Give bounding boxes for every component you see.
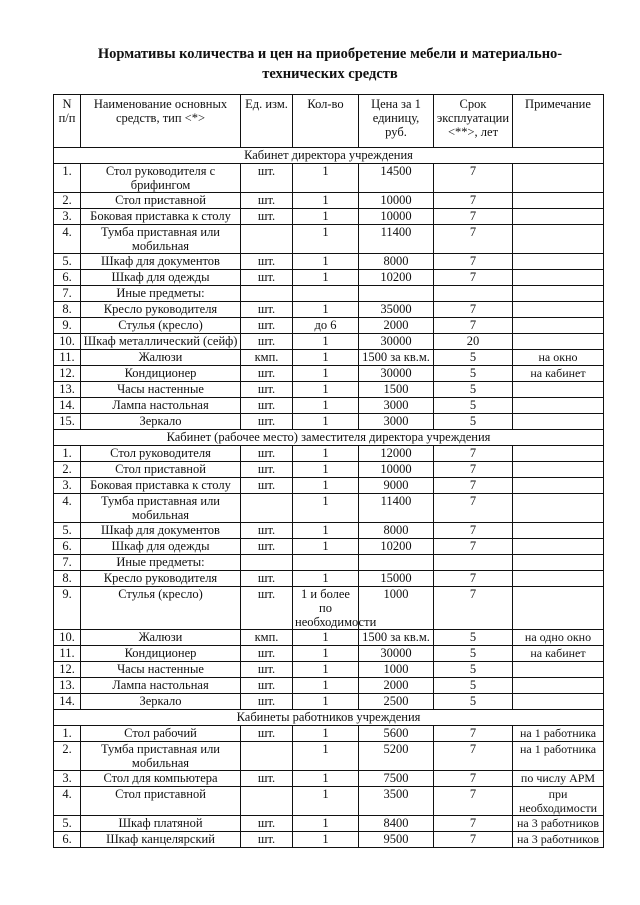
row-name: Шкаф платяной bbox=[81, 816, 241, 832]
row-price: 9500 bbox=[359, 832, 434, 848]
row-name: Зеркало bbox=[81, 694, 241, 710]
row-unit: шт. bbox=[241, 398, 293, 414]
row-price: 5200 bbox=[359, 742, 434, 771]
row-unit: шт. bbox=[241, 694, 293, 710]
row-unit: шт. bbox=[241, 334, 293, 350]
table-row bbox=[54, 787, 604, 816]
row-unit: шт. bbox=[241, 771, 293, 787]
table-row bbox=[54, 678, 604, 694]
row-name: Шкаф для документов bbox=[81, 523, 241, 539]
row-note: на 1 работника bbox=[513, 726, 604, 742]
row-unit: кмп. bbox=[241, 350, 293, 366]
table-row bbox=[54, 742, 604, 771]
row-quantity: до 6 bbox=[293, 318, 359, 334]
row-unit: шт. bbox=[241, 816, 293, 832]
row-note: при необходимости bbox=[513, 787, 604, 816]
row-number: 12. bbox=[54, 366, 81, 382]
row-quantity: 1 bbox=[293, 571, 359, 587]
row-quantity: 1 bbox=[293, 523, 359, 539]
row-quantity: 1 bbox=[293, 742, 359, 771]
row-note bbox=[513, 678, 604, 694]
row-quantity: 1 bbox=[293, 678, 359, 694]
row-name: Стулья (кресло) bbox=[81, 318, 241, 334]
row-quantity: 1 bbox=[293, 225, 359, 254]
row-number: 11. bbox=[54, 350, 81, 366]
row-name: Шкаф для одежды bbox=[81, 270, 241, 286]
row-unit: шт. bbox=[241, 662, 293, 678]
row-number: 6. bbox=[54, 539, 81, 555]
row-quantity: 1 bbox=[293, 816, 359, 832]
row-number: 15. bbox=[54, 414, 81, 430]
row-service-life: 20 bbox=[434, 334, 513, 350]
table-row bbox=[54, 302, 604, 318]
header-number: N п/п bbox=[54, 95, 81, 148]
row-note bbox=[513, 478, 604, 494]
row-quantity: 1 bbox=[293, 462, 359, 478]
row-quantity: 1 bbox=[293, 630, 359, 646]
row-unit bbox=[241, 286, 293, 302]
row-service-life: 7 bbox=[434, 193, 513, 209]
row-unit: шт. bbox=[241, 646, 293, 662]
row-name: Стол приставной bbox=[81, 462, 241, 478]
row-price bbox=[359, 286, 434, 302]
row-note bbox=[513, 571, 604, 587]
row-note bbox=[513, 694, 604, 710]
row-unit: шт. bbox=[241, 164, 293, 193]
row-unit: шт. bbox=[241, 523, 293, 539]
row-quantity: 1 bbox=[293, 254, 359, 270]
row-number: 7. bbox=[54, 286, 81, 302]
row-service-life: 7 bbox=[434, 209, 513, 225]
table-row bbox=[54, 446, 604, 462]
row-note bbox=[513, 209, 604, 225]
row-name: Кондиционер bbox=[81, 646, 241, 662]
table-header-row bbox=[54, 95, 604, 148]
row-unit: шт. bbox=[241, 270, 293, 286]
row-note bbox=[513, 270, 604, 286]
row-price: 1500 bbox=[359, 382, 434, 398]
row-note bbox=[513, 286, 604, 302]
row-note: на 3 работников bbox=[513, 816, 604, 832]
row-note bbox=[513, 164, 604, 193]
row-unit: шт. bbox=[241, 539, 293, 555]
table-row bbox=[54, 225, 604, 254]
row-name: Кресло руководителя bbox=[81, 302, 241, 318]
row-price: 10000 bbox=[359, 209, 434, 225]
row-service-life: 7 bbox=[434, 164, 513, 193]
row-note: по числу АРМ bbox=[513, 771, 604, 787]
row-service-life: 5 bbox=[434, 678, 513, 694]
row-service-life: 5 bbox=[434, 382, 513, 398]
row-quantity: 1 bbox=[293, 446, 359, 462]
row-number: 12. bbox=[54, 662, 81, 678]
table-row bbox=[54, 832, 604, 848]
row-name: Зеркало bbox=[81, 414, 241, 430]
header-quantity: Кол-во bbox=[293, 95, 359, 148]
row-name: Иные предметы: bbox=[81, 286, 241, 302]
table-row bbox=[54, 646, 604, 662]
row-price: 10200 bbox=[359, 539, 434, 555]
row-service-life: 5 bbox=[434, 414, 513, 430]
row-number: 1. bbox=[54, 164, 81, 193]
table-row bbox=[54, 334, 604, 350]
row-unit: шт. bbox=[241, 478, 293, 494]
row-service-life: 7 bbox=[434, 726, 513, 742]
row-name: Шкаф канцелярский bbox=[81, 832, 241, 848]
row-number: 2. bbox=[54, 193, 81, 209]
row-service-life: 7 bbox=[434, 523, 513, 539]
row-unit: кмп. bbox=[241, 630, 293, 646]
row-number: 6. bbox=[54, 270, 81, 286]
row-number: 5. bbox=[54, 816, 81, 832]
table-row bbox=[54, 555, 604, 571]
row-number: 8. bbox=[54, 571, 81, 587]
section-title: Кабинет директора учреждения bbox=[54, 148, 604, 164]
row-note bbox=[513, 662, 604, 678]
row-price: 12000 bbox=[359, 446, 434, 462]
row-service-life: 7 bbox=[434, 318, 513, 334]
row-quantity: 1 bbox=[293, 694, 359, 710]
row-service-life: 7 bbox=[434, 742, 513, 771]
row-price: 1000 bbox=[359, 587, 434, 630]
row-service-life: 5 bbox=[434, 646, 513, 662]
row-number: 3. bbox=[54, 771, 81, 787]
table-row bbox=[54, 270, 604, 286]
row-name: Кондиционер bbox=[81, 366, 241, 382]
row-note bbox=[513, 318, 604, 334]
row-price: 30000 bbox=[359, 334, 434, 350]
row-quantity: 1 bbox=[293, 193, 359, 209]
table-row bbox=[54, 254, 604, 270]
row-unit bbox=[241, 494, 293, 523]
row-service-life: 7 bbox=[434, 771, 513, 787]
row-unit bbox=[241, 555, 293, 571]
row-quantity: 1 bbox=[293, 334, 359, 350]
row-number: 2. bbox=[54, 742, 81, 771]
row-note bbox=[513, 225, 604, 254]
row-quantity: 1 bbox=[293, 382, 359, 398]
row-name: Стол для компьютера bbox=[81, 771, 241, 787]
row-name: Жалюзи bbox=[81, 350, 241, 366]
row-price: 9000 bbox=[359, 478, 434, 494]
row-number: 1. bbox=[54, 726, 81, 742]
row-note bbox=[513, 334, 604, 350]
row-unit: шт. bbox=[241, 209, 293, 225]
row-note: на 1 работника bbox=[513, 742, 604, 771]
row-name: Часы настенные bbox=[81, 382, 241, 398]
table-row bbox=[54, 318, 604, 334]
row-note: на окно bbox=[513, 350, 604, 366]
row-note bbox=[513, 523, 604, 539]
row-quantity: 1 bbox=[293, 164, 359, 193]
row-number: 11. bbox=[54, 646, 81, 662]
row-note bbox=[513, 382, 604, 398]
row-unit: шт. bbox=[241, 366, 293, 382]
row-name: Лампа настольная bbox=[81, 398, 241, 414]
row-price: 1500 за кв.м. bbox=[359, 350, 434, 366]
row-service-life: 7 bbox=[434, 462, 513, 478]
row-unit: шт. bbox=[241, 462, 293, 478]
row-service-life: 5 bbox=[434, 662, 513, 678]
row-unit bbox=[241, 787, 293, 816]
row-unit: шт. bbox=[241, 726, 293, 742]
table-row bbox=[54, 587, 604, 630]
row-price: 11400 bbox=[359, 494, 434, 523]
document-title: Нормативы количества и цен на приобретение мебели и материально-технических средств bbox=[97, 46, 563, 82]
row-note bbox=[513, 539, 604, 555]
row-quantity: 1 bbox=[293, 662, 359, 678]
row-number: 6. bbox=[54, 832, 81, 848]
row-service-life: 7 bbox=[434, 787, 513, 816]
row-price: 8400 bbox=[359, 816, 434, 832]
row-service-life: 5 bbox=[434, 350, 513, 366]
row-number: 3. bbox=[54, 478, 81, 494]
row-service-life: 5 bbox=[434, 366, 513, 382]
row-service-life: 7 bbox=[434, 478, 513, 494]
table-body bbox=[54, 148, 604, 848]
row-price: 10000 bbox=[359, 462, 434, 478]
row-name: Стол рабочий bbox=[81, 726, 241, 742]
header-name: Наименование основных средств, тип <*> bbox=[81, 95, 241, 148]
header-service-life: Срок эксплуатации <**>, лет bbox=[434, 95, 513, 148]
row-quantity: 1 и более по необходимости bbox=[293, 587, 359, 630]
row-note: на кабинет bbox=[513, 646, 604, 662]
row-price: 3500 bbox=[359, 787, 434, 816]
section-title: Кабинет (рабочее место) заместителя директора учреждения bbox=[54, 430, 604, 446]
row-name: Стол руководителя bbox=[81, 446, 241, 462]
row-note bbox=[513, 254, 604, 270]
row-name: Шкаф металлический (сейф) bbox=[81, 334, 241, 350]
table-row bbox=[54, 816, 604, 832]
row-price: 35000 bbox=[359, 302, 434, 318]
row-unit: шт. bbox=[241, 587, 293, 630]
row-quantity: 1 bbox=[293, 832, 359, 848]
row-name: Боковая приставка к столу bbox=[81, 209, 241, 225]
section-header-row bbox=[54, 430, 604, 446]
row-price: 11400 bbox=[359, 225, 434, 254]
row-unit: шт. bbox=[241, 446, 293, 462]
row-number: 3. bbox=[54, 209, 81, 225]
row-unit: шт. bbox=[241, 678, 293, 694]
table-row bbox=[54, 694, 604, 710]
row-unit bbox=[241, 225, 293, 254]
row-price: 10000 bbox=[359, 193, 434, 209]
row-number: 5. bbox=[54, 254, 81, 270]
row-price bbox=[359, 555, 434, 571]
row-price: 2500 bbox=[359, 694, 434, 710]
row-number: 2. bbox=[54, 462, 81, 478]
row-unit: шт. bbox=[241, 193, 293, 209]
row-unit: шт. bbox=[241, 414, 293, 430]
row-price: 3000 bbox=[359, 398, 434, 414]
row-unit: шт. bbox=[241, 254, 293, 270]
row-number: 10. bbox=[54, 630, 81, 646]
row-unit: шт. bbox=[241, 571, 293, 587]
row-note bbox=[513, 446, 604, 462]
row-unit: шт. bbox=[241, 382, 293, 398]
row-service-life: 5 bbox=[434, 398, 513, 414]
row-quantity: 1 bbox=[293, 302, 359, 318]
row-number: 4. bbox=[54, 787, 81, 816]
table-row bbox=[54, 414, 604, 430]
row-note: на 3 работников bbox=[513, 832, 604, 848]
row-price: 1500 за кв.м. bbox=[359, 630, 434, 646]
table-row bbox=[54, 523, 604, 539]
row-note bbox=[513, 302, 604, 318]
row-quantity bbox=[293, 555, 359, 571]
row-service-life: 7 bbox=[434, 494, 513, 523]
row-quantity: 1 bbox=[293, 270, 359, 286]
row-unit: шт. bbox=[241, 832, 293, 848]
row-number: 1. bbox=[54, 446, 81, 462]
row-name: Тумба приставная или мобильная bbox=[81, 494, 241, 523]
row-price: 10200 bbox=[359, 270, 434, 286]
row-name: Иные предметы: bbox=[81, 555, 241, 571]
row-unit: шт. bbox=[241, 318, 293, 334]
table-row bbox=[54, 771, 604, 787]
table-row bbox=[54, 494, 604, 523]
row-number: 14. bbox=[54, 694, 81, 710]
row-quantity: 1 bbox=[293, 398, 359, 414]
section-header-row bbox=[54, 710, 604, 726]
row-quantity: 1 bbox=[293, 539, 359, 555]
row-name: Тумба приставная или мобильная bbox=[81, 742, 241, 771]
row-price: 1000 bbox=[359, 662, 434, 678]
table-row bbox=[54, 193, 604, 209]
row-name: Стол приставной bbox=[81, 787, 241, 816]
row-number: 4. bbox=[54, 225, 81, 254]
row-price: 30000 bbox=[359, 366, 434, 382]
row-service-life bbox=[434, 555, 513, 571]
table-row bbox=[54, 350, 604, 366]
row-name: Стол приставной bbox=[81, 193, 241, 209]
row-service-life: 7 bbox=[434, 587, 513, 630]
row-note bbox=[513, 462, 604, 478]
row-service-life: 7 bbox=[434, 270, 513, 286]
row-quantity: 1 bbox=[293, 366, 359, 382]
row-name: Часы настенные bbox=[81, 662, 241, 678]
norms-table bbox=[53, 94, 604, 848]
row-unit: шт. bbox=[241, 302, 293, 318]
row-note bbox=[513, 398, 604, 414]
row-price: 2000 bbox=[359, 318, 434, 334]
section-header-row bbox=[54, 148, 604, 164]
row-quantity: 1 bbox=[293, 478, 359, 494]
row-number: 13. bbox=[54, 382, 81, 398]
table-row bbox=[54, 164, 604, 193]
row-note: на кабинет bbox=[513, 366, 604, 382]
row-service-life: 7 bbox=[434, 816, 513, 832]
header-unit: Ед. изм. bbox=[241, 95, 293, 148]
table-row bbox=[54, 462, 604, 478]
row-number: 4. bbox=[54, 494, 81, 523]
row-number: 7. bbox=[54, 555, 81, 571]
row-name: Тумба приставная или мобильная bbox=[81, 225, 241, 254]
table-row bbox=[54, 662, 604, 678]
row-service-life: 7 bbox=[434, 539, 513, 555]
row-quantity: 1 bbox=[293, 771, 359, 787]
table-row bbox=[54, 726, 604, 742]
row-note bbox=[513, 414, 604, 430]
row-name: Шкаф для одежды bbox=[81, 539, 241, 555]
table-row bbox=[54, 539, 604, 555]
header-note: Примечание bbox=[513, 95, 604, 148]
row-quantity: 1 bbox=[293, 726, 359, 742]
row-price: 8000 bbox=[359, 254, 434, 270]
table-row bbox=[54, 382, 604, 398]
header-price: Цена за 1 единицу, руб. bbox=[359, 95, 434, 148]
row-price: 7500 bbox=[359, 771, 434, 787]
row-price: 8000 bbox=[359, 523, 434, 539]
row-name: Жалюзи bbox=[81, 630, 241, 646]
row-name: Стол руководителя с брифингом bbox=[81, 164, 241, 193]
table-row bbox=[54, 209, 604, 225]
row-price: 30000 bbox=[359, 646, 434, 662]
row-number: 9. bbox=[54, 318, 81, 334]
row-name: Стулья (кресло) bbox=[81, 587, 241, 630]
row-note bbox=[513, 494, 604, 523]
row-quantity: 1 bbox=[293, 209, 359, 225]
row-service-life: 7 bbox=[434, 446, 513, 462]
table-row bbox=[54, 398, 604, 414]
row-quantity: 1 bbox=[293, 787, 359, 816]
row-unit bbox=[241, 742, 293, 771]
row-name: Шкаф для документов bbox=[81, 254, 241, 270]
row-note bbox=[513, 587, 604, 630]
section-title: Кабинеты работников учреждения bbox=[54, 710, 604, 726]
row-name: Кресло руководителя bbox=[81, 571, 241, 587]
row-service-life: 7 bbox=[434, 225, 513, 254]
row-service-life: 5 bbox=[434, 694, 513, 710]
row-number: 10. bbox=[54, 334, 81, 350]
row-number: 14. bbox=[54, 398, 81, 414]
row-price: 2000 bbox=[359, 678, 434, 694]
row-quantity: 1 bbox=[293, 350, 359, 366]
row-service-life: 5 bbox=[434, 630, 513, 646]
row-number: 8. bbox=[54, 302, 81, 318]
row-price: 3000 bbox=[359, 414, 434, 430]
row-service-life: 7 bbox=[434, 254, 513, 270]
row-service-life bbox=[434, 286, 513, 302]
row-number: 9. bbox=[54, 587, 81, 630]
row-note bbox=[513, 555, 604, 571]
row-number: 13. bbox=[54, 678, 81, 694]
table-row bbox=[54, 286, 604, 302]
row-name: Боковая приставка к столу bbox=[81, 478, 241, 494]
row-price: 14500 bbox=[359, 164, 434, 193]
table-row bbox=[54, 571, 604, 587]
table-row bbox=[54, 630, 604, 646]
row-number: 5. bbox=[54, 523, 81, 539]
row-quantity: 1 bbox=[293, 646, 359, 662]
row-quantity: 1 bbox=[293, 494, 359, 523]
row-price: 5600 bbox=[359, 726, 434, 742]
row-note: на одно окно bbox=[513, 630, 604, 646]
row-service-life: 7 bbox=[434, 571, 513, 587]
row-name: Лампа настольная bbox=[81, 678, 241, 694]
table-row bbox=[54, 366, 604, 382]
row-quantity bbox=[293, 286, 359, 302]
table-row bbox=[54, 478, 604, 494]
row-service-life: 7 bbox=[434, 302, 513, 318]
row-note bbox=[513, 193, 604, 209]
row-service-life: 7 bbox=[434, 832, 513, 848]
row-quantity: 1 bbox=[293, 414, 359, 430]
row-price: 15000 bbox=[359, 571, 434, 587]
